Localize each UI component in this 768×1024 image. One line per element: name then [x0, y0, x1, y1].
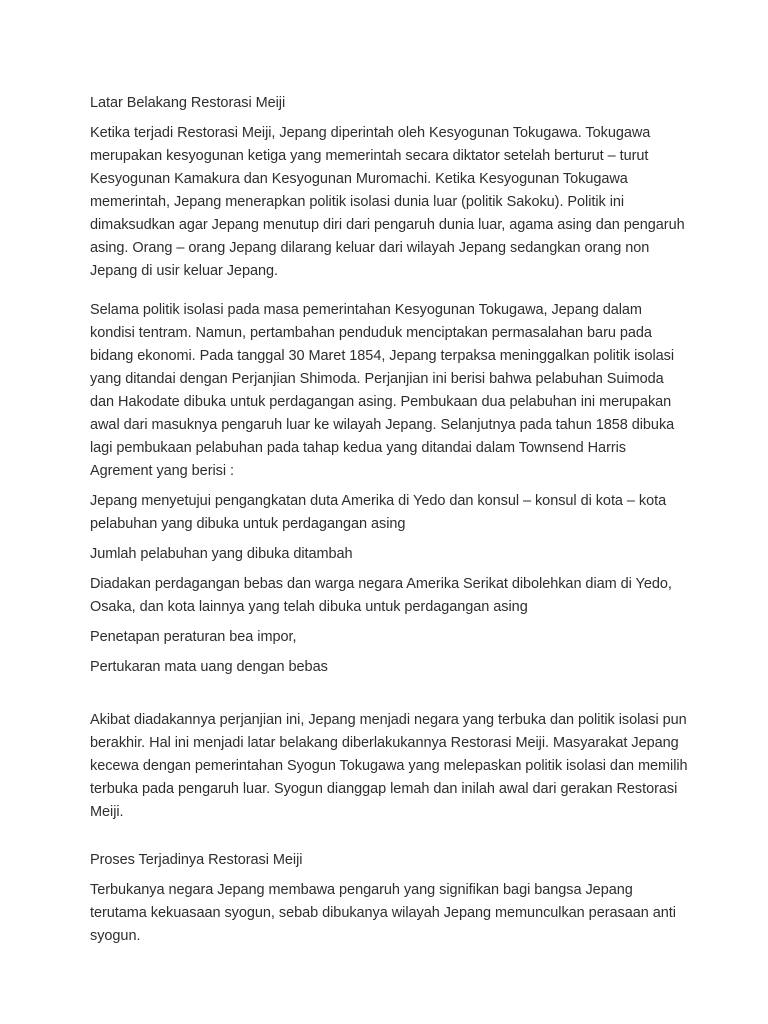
paragraph-agreement-point-3: Diadakan perdagangan bebas dan warga negara Amerika Serikat dibolehkan diam di Yedo, Osaka, dan kota lainnya yang telah dibuka untuk perdagangan asing — [90, 576, 672, 615]
paragraph-agreement-point-5: Pertukaran mata uang dengan bebas — [90, 659, 328, 675]
paragraph-agreement-point-2: Jumlah pelabuhan yang dibuka ditambah — [90, 546, 353, 562]
paragraph-background-2: Selama politik isolasi pada masa pemerintahan Kesyogunan Tokugawa, Jepang dalam kondisi tentram. Namun, pertambahan penduduk menciptakan permasalahan baru pada bidang ekonomi. Pada tanggal 30 Maret 1854, Jepang terpaksa meninggalkan politik isolasi yang ditandai dengan Perjanjian Shimoda. Perjanjian ini berisi bahwa pelabuhan Suimoda dan Hakodate dibuka untuk perdagangan asing. Pembukaan dua pelabuhan ini merupakan awal dari masuknya pengaruh luar ke wilayah Jepang. Selanjutnya pada tahun 1858 dibuka lagi pembukaan pelabuhan pada tahap kedua yang ditandai dalam Townsend Harris Agrement yang berisi : — [90, 302, 675, 479]
paragraph-agreement-point-4: Penetapan peraturan bea impor, — [90, 629, 297, 645]
paragraph-conclusion: Akibat diadakannya perjanjian ini, Jepang menjadi negara yang terbuka dan politik isolasi pun berakhir. Hal ini menjadi latar belakang diberlakukannya Restorasi Meiji. Masyarakat Jepang kecewa dengan pemerintahan Syogun Tokugawa yang melepaskan politik isolasi dan memilih terbuka pada pengaruh luar. Syogun dianggap lemah dan inilah awal dari gerakan Restorasi Meiji. — [90, 712, 688, 820]
section-heading-proses: Proses Terjadinya Restorasi Meiji — [90, 852, 303, 868]
document-content — [90, 92, 690, 948]
paragraph-background-1: Ketika terjadi Restorasi Meiji, Jepang diperintah oleh Kesyogunan Tokugawa. Tokugawa merupakan kesyogunan ketiga yang memerintah secara diktator setelah berturut – turut Kesyogunan Kamakura dan Kesyogunan Muromachi. Ketika Kesyogunan Tokugawa memerintah, Jepang menerapkan politik isolasi dunia luar (politik Sakoku). Politik ini dimaksudkan agar Jepang menutup diri dari pengaruh dunia luar, agama asing dan pengaruh asing. Orang – orang Jepang dilarang keluar dari wilayah Jepang sedangkan orang non Jepang di usir keluar Jepang. — [90, 125, 685, 279]
paragraph-proses-intro: Terbukanya negara Jepang membawa pengaruh yang signifikan bagi bangsa Jepang terutama kekuasaan syogun, sebab dibukanya wilayah Jepang memunculkan perasaan anti syogun. — [90, 882, 676, 944]
doc-title: Latar Belakang Restorasi Meiji — [90, 95, 286, 111]
paragraph-agreement-point-1: Jepang menyetujui pengangkatan duta Amerika di Yedo dan konsul – konsul di kota – kota pelabuhan yang dibuka untuk perdagangan asing — [90, 493, 667, 532]
